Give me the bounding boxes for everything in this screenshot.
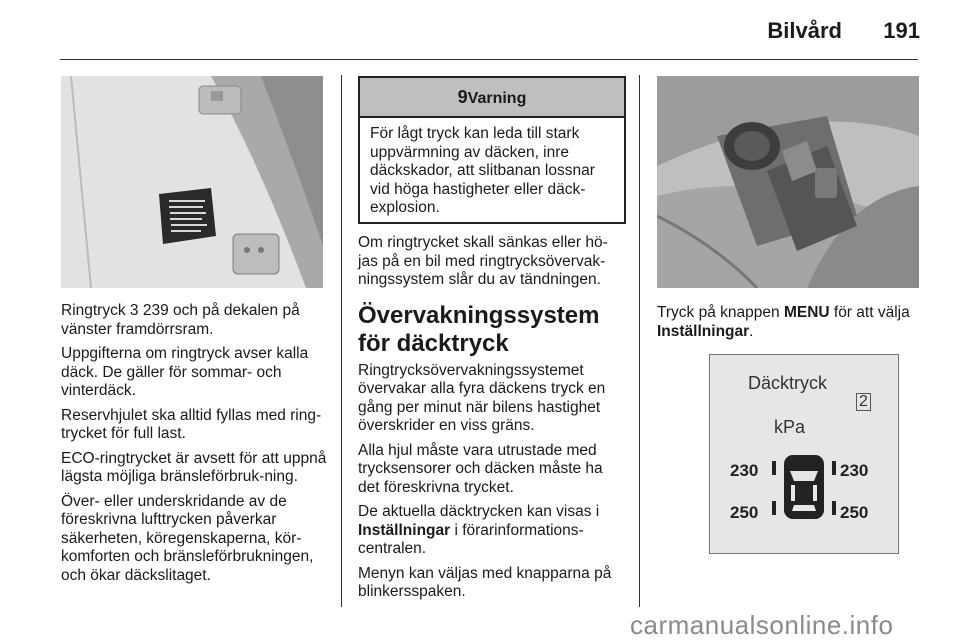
column-1-text [61,302,329,591]
page-header [0,14,960,50]
column-divider-1 [341,75,342,607]
warning-box [358,76,626,224]
column-2-text [358,234,624,608]
display-page-indicator: 2 [856,393,871,411]
rear-right-pressure: 250 [840,503,869,522]
car-top-view-icon [768,451,840,523]
menu-button-term: MENU [783,304,830,321]
rear-left-pressure: 250 [730,503,759,522]
display-title: Däcktryck [748,373,828,393]
header-rule [60,59,918,60]
settings-term: Inställningar [657,322,750,340]
door-frame-photo [61,76,323,288]
paragraph: Över- eller underskridande av de föreskrivna lufttrycken påverkar säkerheten, köregenskaperna, kör-komforten och bränsleförbrukningen, och ökar däckslitaget. [61,492,314,584]
column-3-text [657,304,921,347]
page-reference-icon: 3 [129,302,139,319]
paragraph: Reservhjulet ska alltid fyllas med ring-trycket för full last. [61,406,322,442]
paragraph: Menyn kan väljas med knapparna på blinkersspaken. [358,564,612,600]
paragraph: Ringtrycksövervakningssystemet övervakar alla fyra däckens tryck en gång per minut när bilens hastighet överskrider en viss gräns. [358,361,606,434]
watermark: carmanualsonline.info [630,610,894,640]
paragraph: Uppgifterna om ringtryck avser kalla däck. De gäller för sommar- och vinterdäck. [61,345,309,399]
page-number: 191 [883,18,920,43]
warning-title: Varning [467,90,527,107]
paragraph: Ringtryck 3 239 och på dekalen på vänster framdörrsram. [61,302,300,338]
column-divider-2 [639,75,640,607]
section-title: Övervakningssystem för däcktryck [358,301,600,357]
front-right-pressure: 230 [840,461,869,480]
warning-header [360,78,624,118]
warning-icon: 9 [457,87,468,107]
menu-term: Inställningar [358,521,451,539]
warning-text: För lågt tryck kan leda till stark uppvärmning av däcken, inre däckskador, att slitbanan lossnar vid höga hastigheter eller däck-explosion. [370,125,595,216]
paragraph: De aktuella däcktrycken kan visas i Inställningar i förarinformations-centralen. [358,503,600,557]
paragraph: Tryck på knappen MENU för att välja Inställningar. [657,304,910,340]
tyre-pressure-display [709,354,899,554]
front-left-pressure: 230 [730,461,759,480]
paragraph: Om ringtrycket skall sänkas eller hö-jas på en bil med ringtrycksövervak-ningssystem slår du av tändningen. [358,234,608,288]
display-unit: kPa [774,417,806,437]
paragraph: ECO-ringtrycket är avsett för att uppnå lägsta möjliga bränsleförbruk-ning. [61,449,327,485]
paragraph: Alla hjul måste vara utrustade med trycksensorer och däcken måste ha det föreskrivna trycket. [358,441,603,496]
turn-signal-stalk-photo [657,76,919,288]
section-name: Bilvård [767,18,842,43]
